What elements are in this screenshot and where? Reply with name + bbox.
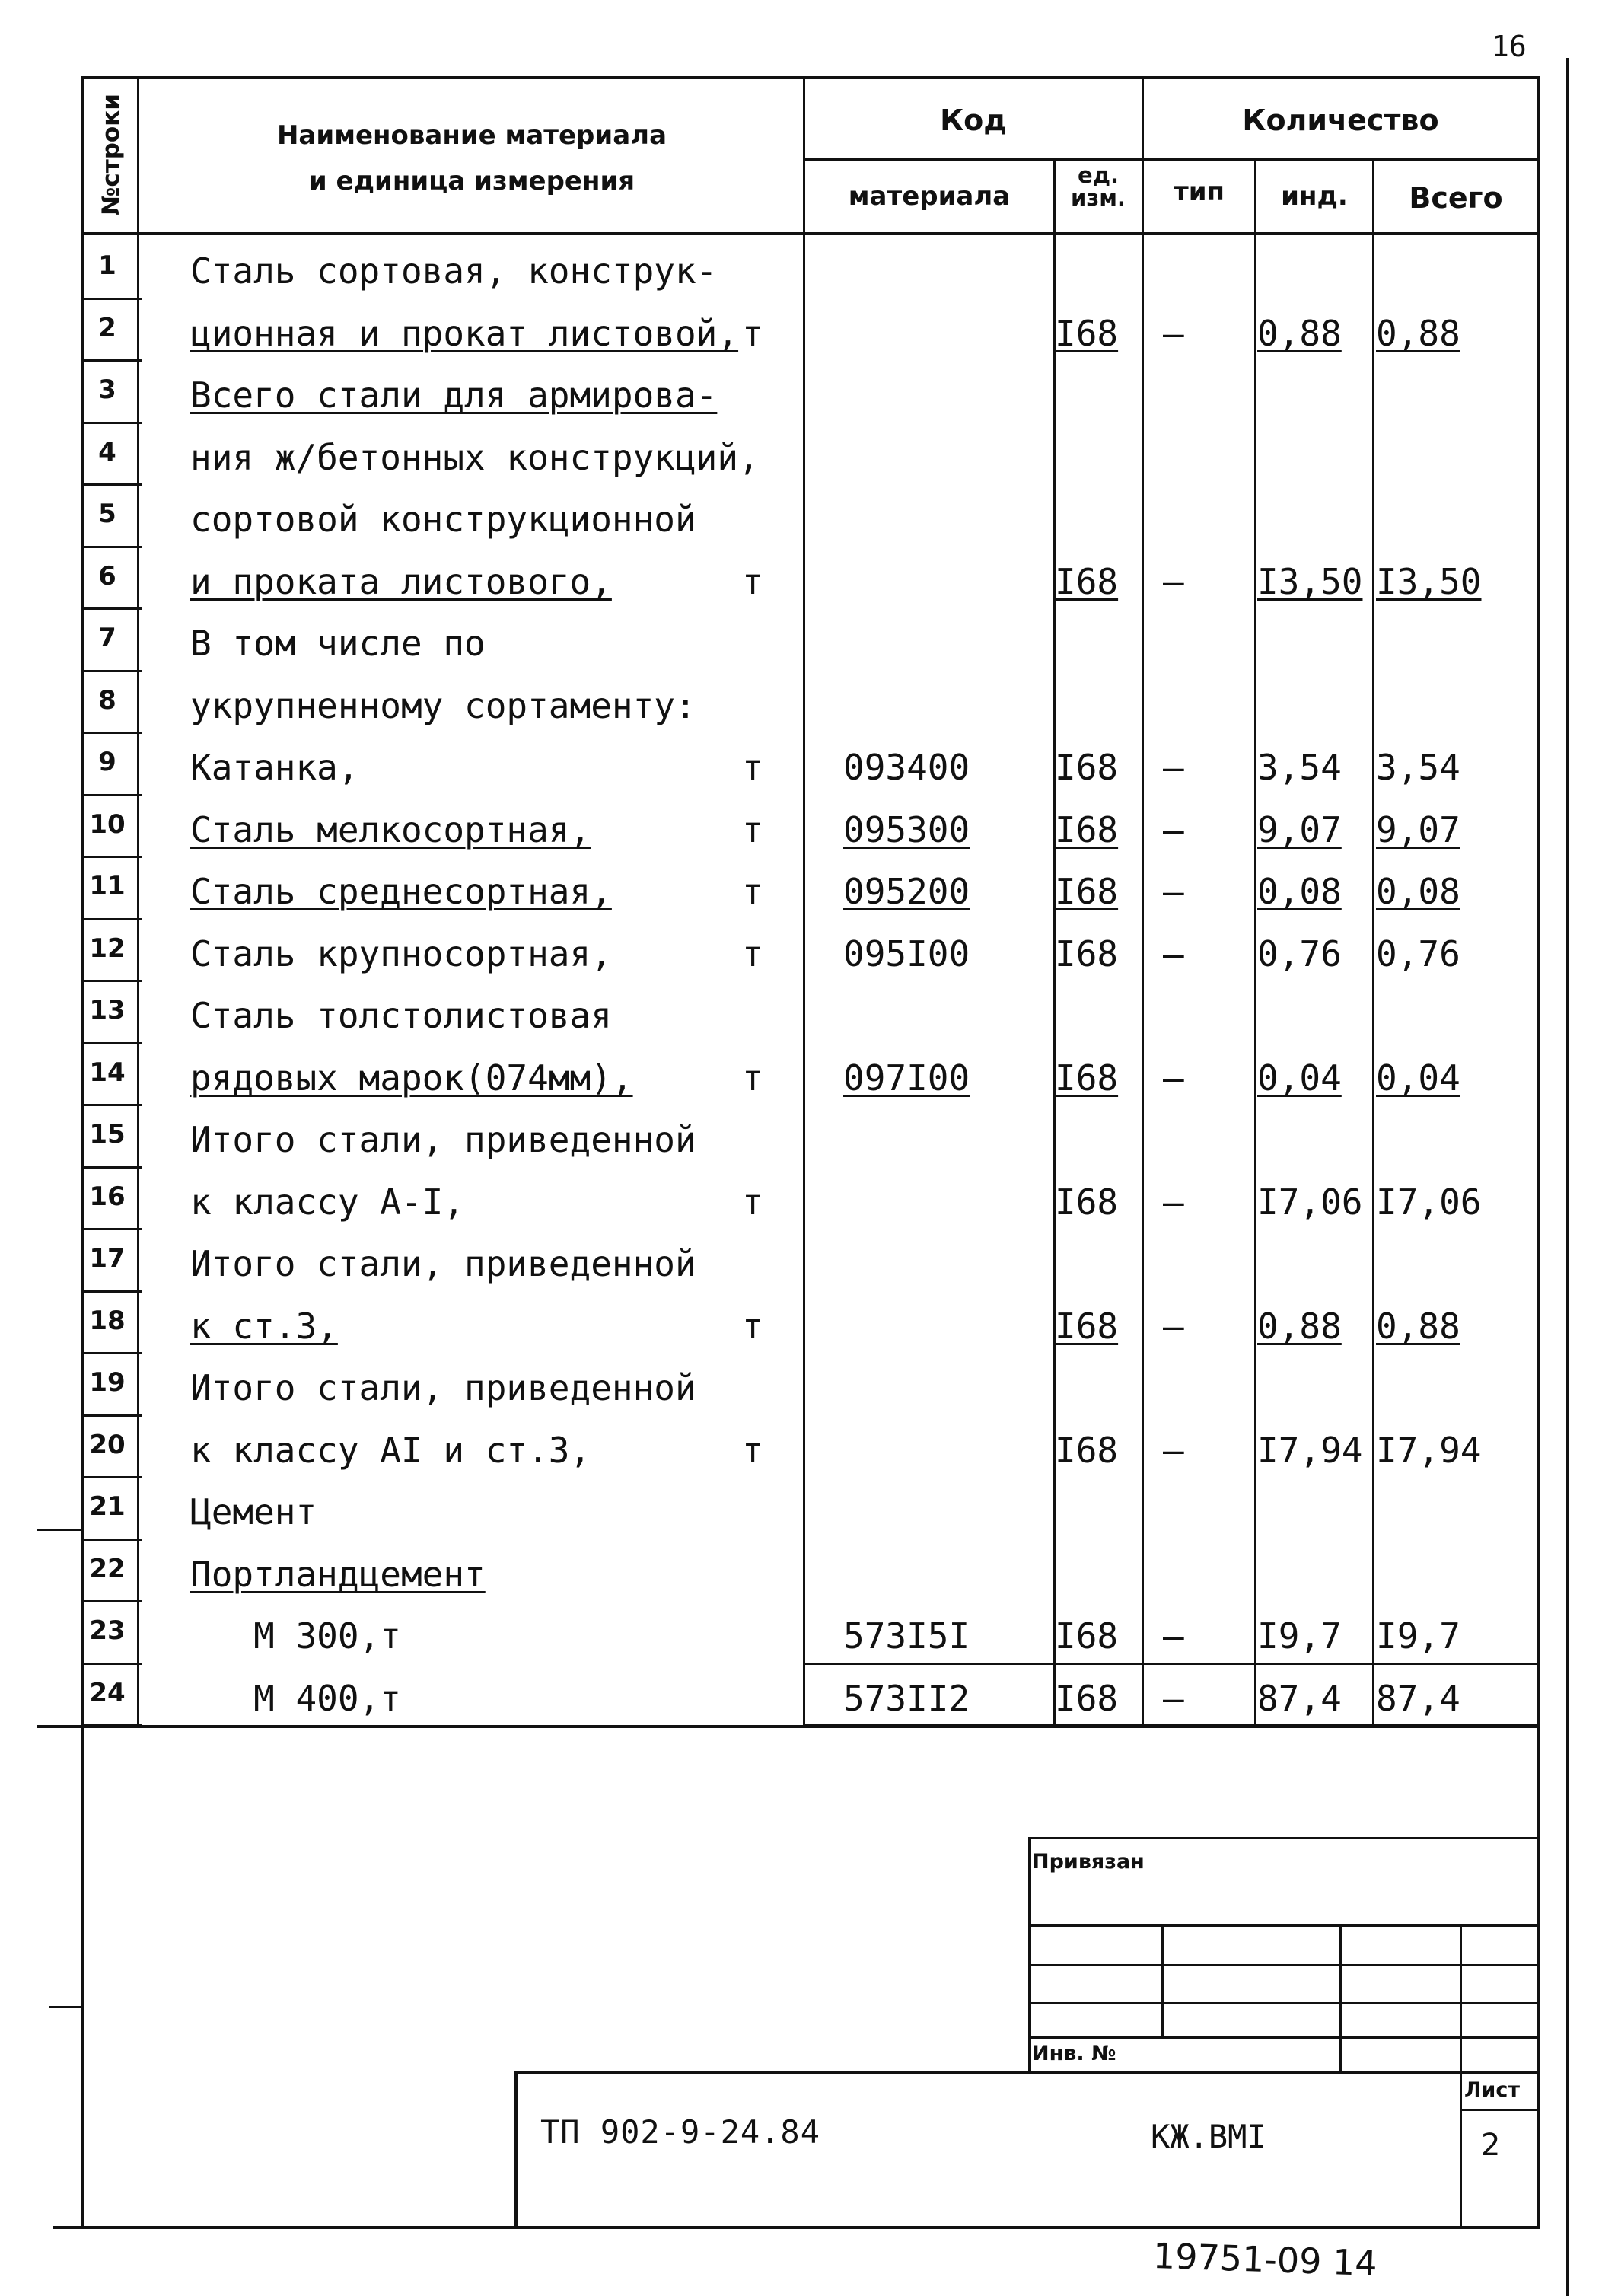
material-unit: т: [742, 561, 763, 602]
material-name: к ст.3,: [190, 1306, 338, 1347]
code-column-header: материала: [848, 181, 1011, 212]
individual-quantity: I7,06: [1257, 1181, 1363, 1223]
unit-code: I68: [1055, 747, 1119, 788]
total-quantity: 0,76: [1376, 933, 1460, 974]
individual-quantity: 3,54: [1257, 747, 1342, 788]
individual-quantity: I7,94: [1257, 1430, 1363, 1471]
unit-code: I68: [1055, 561, 1119, 602]
type-quantity: –: [1163, 1057, 1184, 1099]
row-number: 17: [89, 1243, 126, 1274]
material-code: 573I5I: [843, 1615, 970, 1657]
row-number: 1: [98, 250, 116, 281]
row-number: 6: [98, 561, 116, 592]
individual-quantity: 87,4: [1257, 1678, 1342, 1719]
row-number: 8: [98, 685, 116, 716]
material-name: Итого стали, приведенной: [190, 1367, 696, 1408]
row-number: 14: [89, 1057, 126, 1088]
type-quantity: –: [1163, 871, 1184, 912]
material-name: к классу А-I,: [190, 1181, 465, 1223]
material-name: Сталь мелкосортная,: [190, 809, 591, 850]
unit-code: I68: [1055, 1306, 1119, 1347]
material-code: 097I00: [843, 1057, 970, 1099]
total-quantity: 3,54: [1376, 747, 1460, 788]
material-code: 573II2: [843, 1678, 970, 1719]
row-number: 2: [98, 313, 116, 343]
page-corner-number: 16: [1492, 30, 1527, 63]
unit-code: I68: [1055, 1057, 1119, 1099]
name-header-line2: и единица измерения: [308, 166, 635, 196]
material-code: 095300: [843, 809, 970, 850]
material-name: Цемент: [190, 1491, 317, 1532]
row-number: 19: [89, 1367, 126, 1398]
material-name: ционная и прокат листовой,: [190, 313, 739, 354]
material-code: 093400: [843, 747, 970, 788]
type-quantity: –: [1163, 313, 1184, 354]
material-name: Портландцемент: [190, 1554, 486, 1595]
ind-column-header: инд.: [1281, 181, 1348, 212]
material-unit: т: [742, 1181, 763, 1223]
unit-code: I68: [1055, 1678, 1119, 1719]
material-unit: т: [742, 747, 763, 788]
material-name: Всего стали для армирова-: [190, 375, 718, 416]
archive-number: 19751-09 14: [1152, 2234, 1378, 2285]
row-number: 5: [98, 499, 116, 529]
unit-code: I68: [1055, 933, 1119, 974]
row-number: 15: [89, 1119, 126, 1150]
total-quantity: 0,88: [1376, 313, 1460, 354]
individual-quantity: 0,08: [1257, 871, 1342, 912]
row-number: 10: [89, 809, 126, 840]
total-quantity: 9,07: [1376, 809, 1460, 850]
material-name: и проката листового,: [190, 561, 612, 602]
row-number: 18: [89, 1306, 126, 1336]
total-quantity: I7,06: [1376, 1181, 1482, 1223]
unit-code: I68: [1055, 1181, 1119, 1223]
type-quantity: –: [1163, 809, 1184, 850]
material-name: укрупненному сортаменту:: [190, 685, 696, 726]
inventory-number-label: Инв. №: [1032, 2042, 1116, 2065]
material-name: Сталь сортовая, конструк-: [190, 250, 718, 292]
individual-quantity: 0,76: [1257, 933, 1342, 974]
sheet-label: Лист: [1464, 2078, 1520, 2102]
unit-code: I68: [1055, 1615, 1119, 1657]
row-number: 21: [89, 1491, 126, 1522]
type-quantity: –: [1163, 1615, 1184, 1657]
row-number: 7: [98, 623, 116, 653]
row-number-header: №строки: [97, 93, 126, 215]
total-column-header: Всего: [1409, 181, 1503, 215]
material-name: рядовых марок(074мм),: [190, 1057, 633, 1099]
total-quantity: I3,50: [1376, 561, 1482, 602]
material-unit: т: [742, 1306, 763, 1347]
row-number: 16: [89, 1181, 126, 1212]
material-unit: т: [742, 1430, 763, 1471]
material-name: М 300,т: [190, 1615, 401, 1657]
total-quantity: 0,88: [1376, 1306, 1460, 1347]
individual-quantity: 0,04: [1257, 1057, 1342, 1099]
material-unit: т: [742, 313, 763, 354]
material-name: Итого стали, приведенной: [190, 1243, 696, 1284]
material-name: Итого стали, приведенной: [190, 1119, 696, 1160]
material-name: к классу АI и ст.3,: [190, 1430, 591, 1471]
row-number: 20: [89, 1430, 126, 1460]
code-group-header: Код: [940, 104, 1007, 137]
name-header-line1: Наименование материала: [276, 120, 667, 151]
row-number: 12: [89, 933, 126, 964]
type-quantity: –: [1163, 1181, 1184, 1223]
total-quantity: 0,04: [1376, 1057, 1460, 1099]
material-name: М 400,т: [190, 1678, 401, 1719]
total-quantity: 87,4: [1376, 1678, 1460, 1719]
row-number: 24: [89, 1678, 126, 1708]
row-number: 13: [89, 995, 126, 1025]
material-name: Сталь крупносортная,: [190, 933, 612, 974]
unit-code: I68: [1055, 313, 1119, 354]
individual-quantity: I3,50: [1257, 561, 1363, 602]
material-unit: т: [742, 1057, 763, 1099]
row-number: 11: [89, 871, 126, 901]
total-quantity: I7,94: [1376, 1430, 1482, 1471]
sheet-number: 2: [1481, 2128, 1501, 2163]
row-number: 22: [89, 1554, 126, 1584]
type-quantity: –: [1163, 747, 1184, 788]
section-code: КЖ.ВМI: [1151, 2118, 1266, 2155]
individual-quantity: I9,7: [1257, 1615, 1342, 1657]
unit-code: I68: [1055, 1430, 1119, 1471]
individual-quantity: 0,88: [1257, 313, 1342, 354]
row-number: 9: [98, 747, 116, 777]
type-quantity: –: [1163, 1678, 1184, 1719]
unit-column-header: ед. изм.: [1071, 162, 1126, 212]
type-quantity: –: [1163, 1430, 1184, 1471]
unit-code: I68: [1055, 871, 1119, 912]
row-number: 3: [98, 375, 116, 405]
material-name: Сталь толстолистовая: [190, 995, 612, 1036]
type-quantity: –: [1163, 561, 1184, 602]
quantity-group-header: Количество: [1242, 104, 1439, 137]
total-quantity: I9,7: [1376, 1615, 1460, 1657]
material-code: 095I00: [843, 933, 970, 974]
material-unit: т: [742, 933, 763, 974]
material-name: ния ж/бетонных конструкций,: [190, 437, 760, 478]
material-unit: т: [742, 809, 763, 850]
material-unit: т: [742, 871, 763, 912]
document-code: ТП 902-9-24.84: [540, 2113, 821, 2151]
type-quantity: –: [1163, 1306, 1184, 1347]
material-name: Катанка,: [190, 747, 359, 788]
material-code: 095200: [843, 871, 970, 912]
row-number: 23: [89, 1615, 126, 1646]
type-quantity: –: [1163, 933, 1184, 974]
row-number: 4: [98, 437, 116, 467]
individual-quantity: 9,07: [1257, 809, 1342, 850]
unit-code: I68: [1055, 809, 1119, 850]
individual-quantity: 0,88: [1257, 1306, 1342, 1347]
material-name: сортовой конструкционной: [190, 499, 696, 540]
material-name: Сталь среднесортная,: [190, 871, 612, 912]
total-quantity: 0,08: [1376, 871, 1460, 912]
type-column-header: тип: [1173, 177, 1225, 207]
bound-label: Привязан: [1032, 1850, 1145, 1873]
material-name: В том числе по: [190, 623, 486, 664]
